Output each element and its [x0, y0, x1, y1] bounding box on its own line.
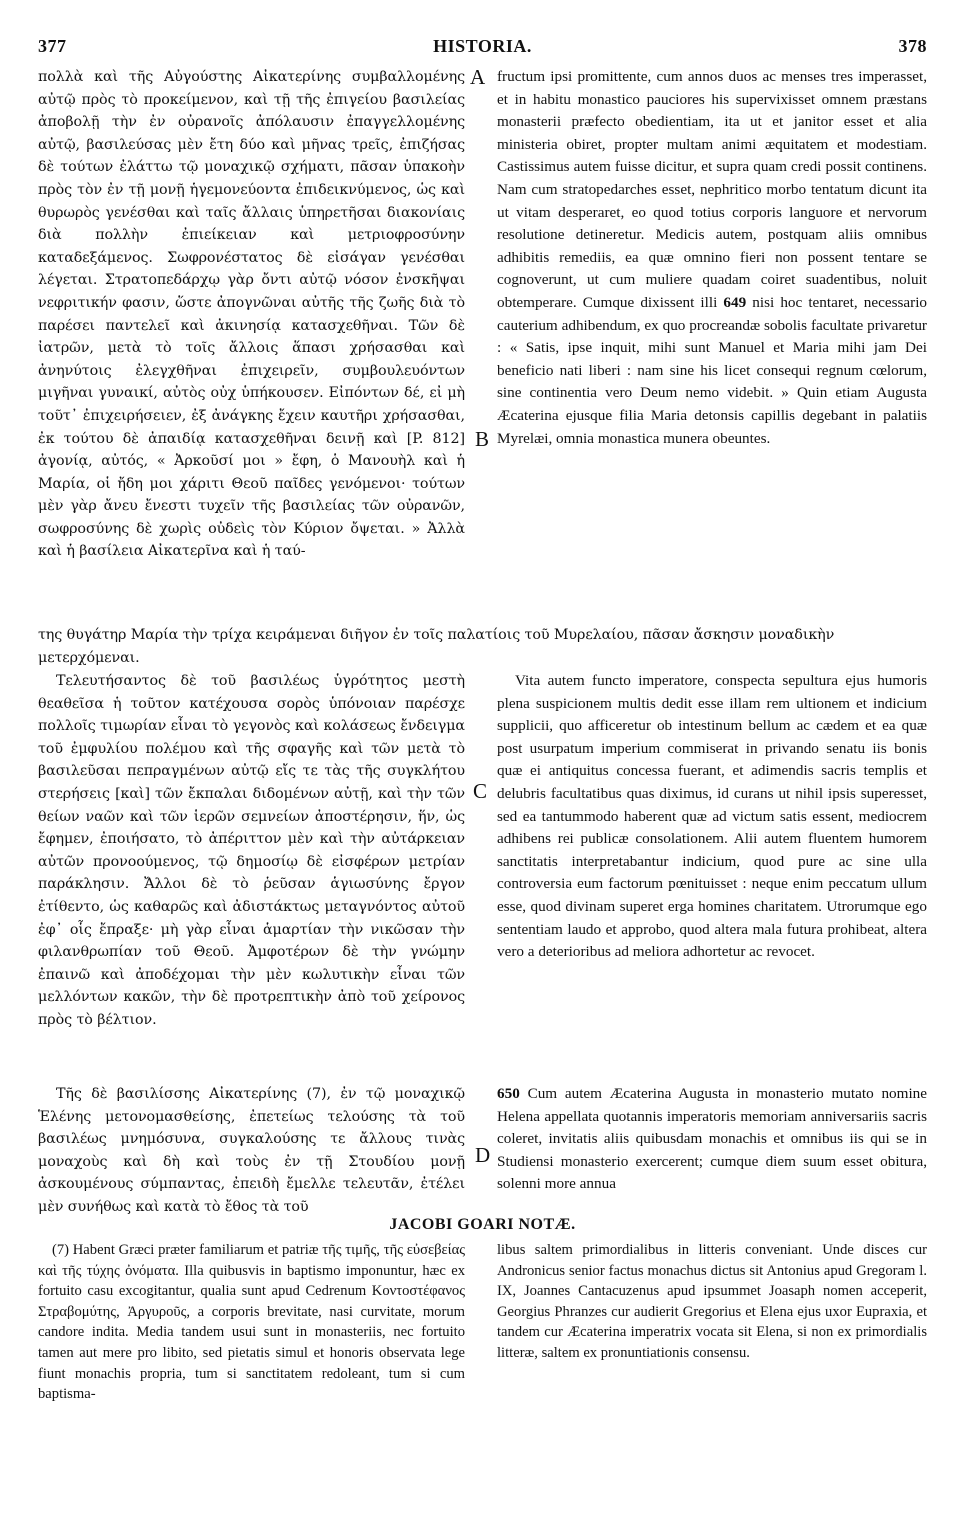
greek-paragraph-1: πολλὰ καὶ τῆς Αὐγούστης Αἰκατερίνης συμβαλλομένης αὐτῷ πρὸς τὸ προκείμενον, καὶ τῇ τῆς ἐπιγείου βασιλείας ἀποβολῇ τὴν ἐν οὐρανοῖς ἀπόλαυσιν ἐπαγγελλομένης αὐτῷ, βασιλεύσας μὲν ἔτη δύο καὶ μῆνας τρεῖς, ἐπιζήσας δὲ τούτων ἐλάττω τῷ μοναχικῷ σχήματι, πᾶσαν ὑπακοὴν πρὸς τὸν ἐν τῇ μονῇ ἡγεμονεύοντα ἐπιδεικνύμενος, ὡς καὶ θυρωρὸς γενέσθαι καὶ ταῖς ἄλλαις ὑπηρετῆσαι διακονίαις διὰ πολλὴν ἐπιείκειαν καὶ μετριοφροσύνην καταδεξάμενος. Σωφρονέστατος δὲ εἰσάγαν γενέσθαι λέγεται. Στρατοπεδάρχῳ γὰρ ὄντι αὐτῷ νόσον ἐνσκῆψαι νεφριτικήν φασιν, ὥστε ἀπογνῶναι αὐτῆς τῆς ζωῆς διὰ τὸ παρέσει παντελεῖ καὶ ἀκινησίᾳ κατασχεθῆναι. Τῶν δὲ ἰατρῶν, μετὰ τὸ τοῖς ἄλλοις ἅπασι χρήσασθαι καὶ ἀνηνύτοις ἐλεγχθῆναι ἐπιχειρεῖν, συμβουλευόντων μιγῆναι γυναικί, αὐτὸς οὐχ ὑπήκουσεν. Εἰπόντων δέ, εἰ μὴ τοῦτ᾽ ἐπιχειρήσειεν, ἐξ ἀνάγκης ἔχειν καυτῆρι χρήσασθαι, ἐκ τούτου δὲ ἀπαιδίᾳ κατασχεθῆναι δεινῇ καὶ [P. 812] ἀγονίᾳ, αὐτός, « Ἀρκοῦσί μοι » ἔφη, ὁ Μανουὴλ καὶ ἡ Μαρία, οἱ ἤδη μοι χάριτι Θεοῦ παῖδες γενόμενοι· τούτων μὲν γὰρ ἄνευ ἔνεστι τυχεῖν τῆς βασιλείας τῶν οὐρανῶν, σωφροσύνης δὲ χωρὶς οὐδεὶς τὸν Κύριον ὄψεται. » Ἀλλὰ καὶ ἡ βασίλεια Αἰκατερῖνα καὶ ἡ ταύ-	[38, 69, 465, 560]
latin-paragraph-3	[497, 1083, 927, 1196]
notes-right-column	[497, 1240, 927, 1364]
latin-column-middle	[497, 670, 927, 964]
latin-paragraph-2: Vita autem functo imperatore, conspecta sepultura ejus humoris plena suspicionem multis dedit esse illam rem ultionem et indicium supplicii, quo afficeretur ob intestinum bellum ac cædem et ea quæ post usurpatum imperium commiserat in privando senatu iis bonis quæ ei antiquitus concessa fuerant, et adimendis sacris templis et delubris facultatibus quas diximus, id curans ut nihil ipsis superesset, sed ea tantummodo haberent quæ ad victum satis essent, mediocrem adhibens rei publicæ consolationem. Alii autem fluentem humorem sanctitatis interpretabantur indicium, quod pure ac sine ulla controversia eum factorum pœnituisset : neque enim peccatum ullum esse, quod divinam superet erga homines charitatem. Utrorumque ego sententiam laudo et approbo, quod altera mala futura prohibeat, altera vero a deterioribus ad meliora adhortetur ac revocet.	[497, 672, 927, 961]
column-number-649: 649	[723, 293, 747, 311]
note-7-text: (7) Habent Græci præter familiarum et patriæ τῆς τιμῆς, τῆς εὐσεβείας καὶ τῆς τύχης ὀνόματα. Illa quibusvis in baptismo imponuntur, hæc ex fortuito casu excogitantur, qualia sunt apud Cedrenum Κοντοστέφανος Στραβομύτης, Ἀργυροῦς, a corporis brevitate, nasi curvitate, morum candore indita. Media tandem usui sunt in monasteriis, nec fortuito tamen aut mere pro libito, sed pietatis simul et honoris observata lege fiunt monachis propria, tum si sanctitatem redoleant, tum si cum baptisma-	[38, 1242, 465, 1403]
right-page-number: 378	[898, 36, 927, 56]
column-number-650: 650	[497, 1085, 520, 1102]
greek-wide-line	[38, 624, 927, 669]
margin-marker-b: B	[475, 427, 490, 451]
left-page-number: 377	[38, 36, 67, 56]
notes-title: JACOBI GOARI NOTÆ.	[389, 1216, 576, 1233]
latin-paragraph-1-a: fructum ipsi promittente, cum annos duos ac menses tres imperasset, et in habitu monastico pauciores his supervixisset omnem præstans monasterii præfecto obedientiam, ita ut et janitor esset et alia ministeria obiret, propter multam animi æquitatem et modestiam. Castissimus autem fuisse dicitur, et supra quam credi possit continens. Nam cum stratopedarches esset, nephritico morbo tentatum dicunt ita ut vitam desperaret, eo quod totius corporis languore et nervorum resolutione detineretur. Medicis autem, postquam aliis omnibus adhibitis remediis, ea quæ omnino fieri non possent tentare se cognoverunt, ut cum muliere quadam coiret suadentibus, noluit obtemperare. Cumque dixissent illi	[497, 68, 927, 311]
greek-paragraph-2: Τελευτήσαντος δὲ τοῦ βασιλέως ὑγρότητος μεστὴ θεαθεῖσα ἡ τοῦτον κατέχουσα σορὸς ὑπόνοιαν παρέσχε πολλοῖς τιμωρίαν εἶναι τὸ γεγονὸς καὶ κολάσεως ἔνδειγμα τοῦ ἐμφυλίου πολέμου καὶ τῆς σφαγῆς καὶ τῶν μετὰ τὸ βασιλεῦσαι πεπραγμένων αὐτῷ εἴς τε τὰς τῆς συγκλήτου στερήσεις [καὶ] τῶν ἔκπαλαι διδομένων αὐτῇ, καὶ τὴν τῶν θείων ναῶν καὶ τῶν ἱερῶν σεμνείων ἀποστέρησιν, ἥν, ὡς ἔφημεν, ἐποιήσατο, τὸ ἀπέριττον μὲν καὶ τὴν αὐτάρκειαν αὐτῶν προνοούμενος, τῷ δημοσίῳ δὲ εἰσφέρων μετρίαν παράκλησιν. Ἄλλοι δὲ τὸ ῥεῦσαν ἁγιωσύνης ἔργον ἐτίθεντο, ὡς καθαρῶς καὶ ἀδιστάκτως μεταγνόντος αὐτοῦ ἐφ᾽ οἷς ἔπραξε· μὴ γὰρ εἶναι ἁμαρτίαν τὴν νικῶσαν τὴν φιλανθρωπίαν τοῦ Θεοῦ. Ἀμφοτέρων δὲ τὴν γνώμην ἐπαινῶ καὶ ἀποδέχομαι τὴν μὲν κωλυτικὴν εἶναι τῶν μελλόντων κακῶν, τὴν δὲ προτρεπτικὴν ἀπὸ τοῦ χείρονος πρὸς τὸ βέλτιον.	[38, 673, 465, 1028]
greek-paragraph-3: Τῆς δὲ βασιλίσσης Αἰκατερίνης (7), ἐν τῷ μοναχικῷ Ἑλένης μετονομασθείσης, ἐπετείως τελούσης τὰ τοῦ βασιλέως μνημόσυνα, συγκαλούσης τε ἄλλους τινὰς μοναχοὺς καὶ δὴ καὶ τοὺς ἐν τῇ Στουδίου μονῇ ἀσκουμένους σύμπαντας, ἐπειδὴ ἔμελλε τελευτᾶν, ἐτέλει μὲν συνήθως καὶ κατὰ τὸ ἔθος τὰ τοῦ	[38, 1086, 465, 1215]
latin-paragraph-1	[497, 66, 927, 450]
latin-column-bottom	[497, 1083, 927, 1196]
greek-wide-text: της θυγάτηρ Μαρία τὴν τρίχα κειράμεναι διῆγον ἐν τοῖς παλατίοις τοῦ Μυρελαίου, πᾶσαν ἄσκησιν μοναδικὴν	[38, 627, 835, 643]
notes-left-column	[38, 1240, 465, 1405]
greek-column-top	[38, 66, 465, 563]
note-7-continued: libus saltem primordialibus in litteris conveniant. Unde disces cur Andronicus senior factus monachus dictus sit Antonius apud Gregoram l. IX, Joannes Cantacuzenus apud ipsummet Joasaph nomen acceperit, Georgius Phranzes cur audierit Gregorius et Elena ejus uxor Eupraxia, et tandem cur Æcaterina imperatrix vocata sit Elena, si non ex primordialis litteræ, saltem ex pronuntiationis consensu.	[497, 1242, 927, 1361]
page-header	[38, 36, 927, 60]
latin-paragraph-1-b: nisi hoc tentaret, necessario cauterium adhibendum, ex quo procreandæ sobolis facultate privaretur : « Satis, ipse inquit, mihi sunt Manuel et Maria mihi jam Dei beneficio nati liberi : nam sine his licet consequi regnum cœlorum, sine continentia vero Deum nemo videbit. » Quin etiam Augusta Æcaterina ejusque filia Maria detonsis capillis degebant in palatiis Myrelæi, omnia monastica munera obeuntes.	[497, 293, 928, 447]
greek-column-bottom	[38, 1083, 465, 1219]
margin-marker-a: A	[470, 65, 486, 89]
latin-column-top	[497, 66, 927, 450]
running-title: HISTORIA.	[433, 36, 532, 56]
greek-wide-end: μετερχόμεναι.	[38, 649, 140, 666]
margin-marker-c: C	[473, 779, 488, 803]
greek-column-middle	[38, 670, 465, 1032]
margin-marker-d: D	[475, 1143, 491, 1167]
latin-paragraph-3-text: Cum autem Æcaterina Augusta in monasterio mutato nomine Helena appellata quotannis imperatoris memoriam anniversariis sacris coleret, invitatis aliis quibusdam monachis et omnibus iis qui se in Studiensi monasterio exercerent; cumque diem suum esset obitura, solenni more annua	[497, 1085, 927, 1193]
